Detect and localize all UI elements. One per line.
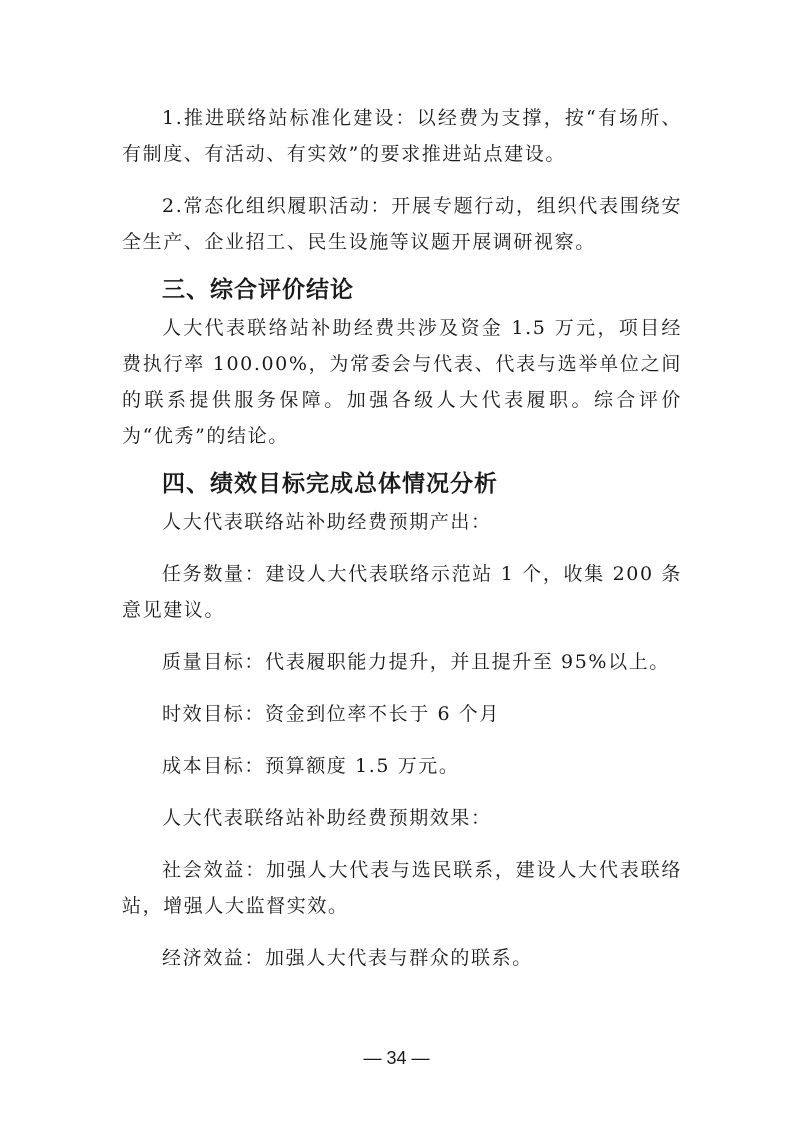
paragraph-evaluation: 人大代表联络站补助经费共涉及资金 1.5 万元，项目经费执行率 100.00%，为常委会与代表、代表与选举单位之间的联系提供服务保障。加强各级人大代表履职。综合评价为“优秀”的结论。	[122, 317, 682, 447]
paragraph-social-benefit: 社会效益：加强人大代表与选民联系，建设人大代表联络站，增强人大监督实效。	[122, 859, 682, 917]
page-number: — 34 —	[363, 1048, 430, 1068]
paragraph-expected-output: 人大代表联络站补助经费预期产出：	[162, 511, 492, 533]
paragraph-cost-target: 成本目标：预算额度 1.5 万元。	[162, 755, 460, 777]
paragraph-timeliness-target: 时效目标：资金到位率不长于 6 个月	[162, 703, 500, 725]
page-content	[122, 100, 682, 976]
paragraph-expected-effect: 人大代表联络站补助经费预期效果：	[162, 807, 492, 829]
section-heading-performance: 四、绩效目标完成总体情况分析	[162, 471, 498, 497]
section-heading-evaluation: 三、综合评价结论	[162, 277, 354, 303]
paragraph-quality-target: 质量目标：代表履职能力提升，并且提升至 95%以上。	[162, 651, 670, 673]
paragraph-task-quantity: 任务数量：建设人大代表联络示范站 1 个，收集 200 条意见建议。	[122, 563, 682, 621]
paragraph-standardization: 1.推进联络站标准化建设：以经费为支撑，按“有场所、有制度、有活动、有实效”的要求推进站点建设。	[122, 107, 682, 165]
paragraph-economic-benefit: 经济效益：加强人大代表与群众的联系。	[162, 947, 533, 969]
paragraph-activities: 2.常态化组织履职活动：开展专题行动，组织代表围绕安全生产、企业招工、民生设施等议题开展调研视察。	[122, 195, 682, 253]
